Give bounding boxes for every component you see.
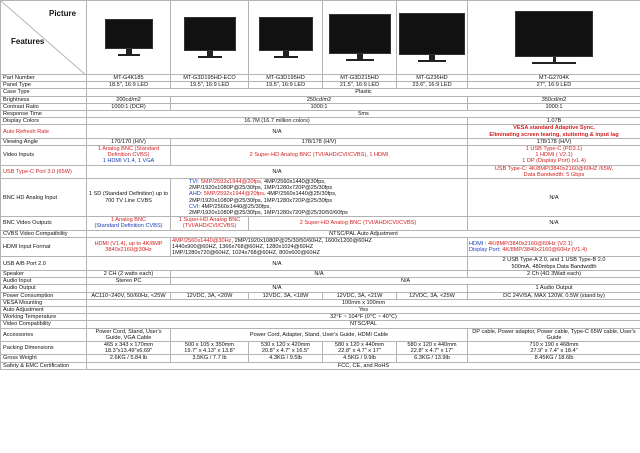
- cell: 19.5", 16:9 LED: [171, 82, 249, 89]
- cvbs-compat-row: [1, 230, 640, 237]
- model-4: MT-G3D215HD: [323, 75, 397, 82]
- cell: 21.5", 16:9 LED: [323, 82, 397, 89]
- row-label: Power Consumption: [1, 292, 87, 299]
- cell: DC 24V/5A, MAX 120W, 0.5W (stand by): [468, 292, 640, 299]
- cell: 8.45KG / 18.6lb: [468, 355, 640, 362]
- cell: 12VDC, 3A, <25W: [397, 292, 468, 299]
- temperature-row: [1, 314, 640, 321]
- cell: 200cd/m2: [87, 96, 171, 103]
- cell: 2 Super-HD Analog BNC (TVI/AHD/CVI/CVBS): [249, 217, 468, 230]
- cell: 100mm x 100mm: [87, 299, 640, 306]
- brightness-row: [1, 96, 640, 103]
- cell: HDMI : 4K/8MP/3840x2160@60Hz (V2.1) Display Port: 4K/8MP/3840x2160@60Hz (V1.4): [468, 237, 640, 257]
- usbc-row: [1, 165, 640, 178]
- display-colors-row: [1, 118, 640, 125]
- row-label: Safety & EMC Certification: [1, 362, 87, 369]
- header-row: [1, 1, 640, 75]
- cell: N/A: [87, 125, 468, 138]
- cell: 2 CH (2 watts each): [87, 270, 171, 277]
- cell: N/A: [87, 285, 468, 292]
- case-type-row: [1, 89, 640, 96]
- cell: 178/178 (H/V): [171, 138, 468, 145]
- cell: 4.3KG / 9.5lb: [249, 355, 323, 362]
- cell: 12VDC, 3A, <18W: [249, 292, 323, 299]
- vesa-row: [1, 299, 640, 306]
- audio-in-row: [1, 278, 640, 285]
- panel-type-row: [1, 82, 640, 89]
- row-label: Display Colors: [1, 118, 87, 125]
- cell: 250cd/m2: [171, 96, 468, 103]
- cell: DP cable, Power adaptor, Power cable, Type-C 65W cable, User's Guide: [468, 328, 640, 341]
- row-label: Response Time: [1, 111, 87, 118]
- cell: N/A: [171, 270, 468, 277]
- cell: 1 Super-HD Analog BNC (TVI/AHD/CVI/CVBS): [171, 217, 249, 230]
- cell: 465 x 343 x 170mm 18.3"x13.49"x6.69": [87, 341, 171, 354]
- cell: 350cd/m2: [468, 96, 640, 103]
- cell: 1 USB Type-C (PD3.1) 1 HDMI ( V2.1) 1 DP (Display Port) (v1.4): [468, 146, 640, 166]
- cell: HDMI (V1.4), up to 4K/8MP 3840x2160@30Hz: [87, 237, 171, 257]
- cell: 1 Analog BNC (Standard Definition CVBS) 1 HDMI V1.4, 1 VGA: [87, 146, 171, 166]
- cell: 5ms: [87, 111, 640, 118]
- row-label: Video Compatibility: [1, 321, 87, 328]
- row-label: Accessories: [1, 328, 87, 341]
- cell: 12VDC, 3A, <20W: [171, 292, 249, 299]
- cell: N/A: [171, 278, 640, 285]
- cell: FCC, CE, and RoHS: [87, 362, 640, 369]
- cell: 580 x 120 x 440mm 22.8" x 4.7" x 17": [323, 341, 397, 354]
- power-row: [1, 292, 640, 299]
- part-number-row: [1, 75, 640, 82]
- video-compat-row: [1, 321, 640, 328]
- refresh-row: [1, 125, 640, 138]
- cell: 178/178 (H/V): [468, 138, 640, 145]
- cell: 23.6", 16:9 LED: [397, 82, 468, 89]
- viewing-row: [1, 138, 640, 145]
- cell: 580 x 120 x 440mm 22.8" x 4.7" x 17": [397, 341, 468, 354]
- model-1: MT-G4K185: [87, 75, 171, 82]
- row-label: Packing Dimensions: [1, 341, 87, 354]
- usbab-row: [1, 257, 640, 270]
- cell: 1 SD (Standard Definition) up to 700 TV Line CVBS: [87, 179, 171, 217]
- safety-row: [1, 362, 640, 369]
- row-label: USB A/B Port 2.0: [1, 257, 87, 270]
- model-3: MT-G3D195HD: [249, 75, 323, 82]
- cell: 2 Super-HD Analog BNC (TVI/AHD/CVI/CVBS), 1 HDMI: [171, 146, 468, 166]
- cell: Plastic: [87, 89, 640, 96]
- monitor-image-3: [249, 1, 323, 75]
- contrast-row: [1, 103, 640, 110]
- auto-adjust-row: [1, 306, 640, 313]
- row-label: Working Temperature: [1, 314, 87, 321]
- picture-header: Picture: [49, 9, 77, 18]
- cell: 4MP/2560x1440@30Hz, 2MP/1920x1080P@25/30/50/60HZ, 1600x1200@60HZ 1440x900@60HZ, 1366x768@60HZ, 1280x1024@60HZ 1MP/1280x720@60HZ, 1024x768@60HZ, 800x600@60HZ: [171, 237, 468, 257]
- cell: 2 Ch (4Ω 3Watt each): [468, 270, 640, 277]
- cell: 18.5", 16:9 LED: [87, 82, 171, 89]
- cell: NTSC/PAL Auto Adjustment: [87, 230, 640, 237]
- cell: TVI: 5MP/2592x1944@20fps, 4MP/2560x1440@30fps, 2MP/1920x1080P@25/30fps, 1MP/1280x720P@25/30fps AHD: 5MP/2592x1944@20fps, 4MP/2560x1440@25/30fps, 2MP/1920x1080P@25/30fps, 1MP/1280x720P@25/30fps CVI: 4MP/2560x1440@25/30fps, 2MP/1920x1080P@25/30fps, 1MP/1280x720P@25/30/50/60fps: [171, 179, 468, 217]
- cell: 3.5KG / 7.7 lb: [171, 355, 249, 362]
- cell: 530 x 120 x 420mm 20.8" x 4.7" x 16.5": [249, 341, 323, 354]
- cell: 1.07B: [468, 118, 640, 125]
- row-label: Case Type: [1, 89, 87, 96]
- monitor-image-5: [397, 1, 468, 75]
- cell: 4.5KG / 9.9lb: [323, 355, 397, 362]
- cell: Power Cord, Adapter, Stand, User's Guide, HDMI Cable: [171, 328, 468, 341]
- cell: VESA standard Adaptive Sync, Eliminating screen tearing, stuttering & input lag: [468, 125, 640, 138]
- row-label: BNC HD Analog Input: [1, 179, 87, 217]
- row-label: HDMI Input Format: [1, 237, 87, 257]
- cell: 1000:1: [468, 103, 640, 110]
- cell: 500 x 105 x 350mm 19.7" x 4.13" x 13.8": [171, 341, 249, 354]
- cell: 2.6KG / 5.84 lb: [87, 355, 171, 362]
- packing-row: [1, 341, 640, 354]
- cell: 1000:1: [171, 103, 468, 110]
- row-label: Speaker: [1, 270, 87, 277]
- row-label: USB Type-C Port 3.0 (65W): [1, 165, 87, 178]
- row-label: Viewing Angle: [1, 138, 87, 145]
- cell: 710 x 190 x 468mm 27.9" x 7.4" x 18.4": [468, 341, 640, 354]
- cell: 1 Audio Output: [468, 285, 640, 292]
- cell: 1000:1 (DCR): [87, 103, 171, 110]
- row-label: CVBS Video Compatibility: [1, 230, 87, 237]
- cell: 170/170 (H/V): [87, 138, 171, 145]
- weight-row: [1, 355, 640, 362]
- cell: 32°F ~ 104°F (0℃ ~ 40℃): [87, 314, 640, 321]
- monitor-image-6: [468, 1, 640, 75]
- cell: 27", 16:9 LED: [468, 82, 640, 89]
- model-6: MT-G2704K: [468, 75, 640, 82]
- row-label: BNC Video Outputs: [1, 217, 87, 230]
- row-label: Contrast Ratio: [1, 103, 87, 110]
- row-label: Video Inputs: [1, 146, 87, 166]
- hdmi-format-row: [1, 237, 640, 257]
- row-label: Gross Weight: [1, 355, 87, 362]
- monitor-image-4: [323, 1, 397, 75]
- cell: 1 Analog BNC (Standard Definition CVBS): [87, 217, 171, 230]
- cell: 6.3KG / 13.9lb: [397, 355, 468, 362]
- cell: USB Type-C: 4K/8MP/3840x2160@60HZ /65W, Data Bandwidth: 5 Gbps: [468, 165, 640, 178]
- cell: Stereo PC: [87, 278, 171, 285]
- cell: AC110~240V, 50/60Hz, <25W: [87, 292, 171, 299]
- monitor-image-1: [87, 1, 171, 75]
- cell: 12VDC, 3A, <21W: [323, 292, 397, 299]
- monitor-image-2: [171, 1, 249, 75]
- model-2: MT-G3D195HD-ECO: [171, 75, 249, 82]
- bnc-out-row: [1, 217, 640, 230]
- cell: N/A: [87, 165, 468, 178]
- audio-out-row: [1, 285, 640, 292]
- row-label: Audio Output: [1, 285, 87, 292]
- speaker-row: [1, 270, 640, 277]
- accessories-row: [1, 328, 640, 341]
- row-label: Panel Type: [1, 82, 87, 89]
- row-label: Auto Adjustment: [1, 306, 87, 313]
- cell: 19.5", 16:9 LED: [249, 82, 323, 89]
- cell: Yes: [87, 306, 640, 313]
- row-label: Auto Refresh Rate: [1, 125, 87, 138]
- model-5: MT-G236HD: [397, 75, 468, 82]
- row-label: Audio Input: [1, 278, 87, 285]
- row-label: Part Number: [1, 75, 87, 82]
- response-row: [1, 111, 640, 118]
- header-corner: [1, 1, 87, 75]
- bnc-input-row: [1, 179, 640, 217]
- cell: N/A: [468, 217, 640, 230]
- cell: Power Cord, Stand, User's Guide, VGA Cable: [87, 328, 171, 341]
- row-label: VESA Mounting: [1, 299, 87, 306]
- features-header: Features: [11, 37, 45, 46]
- cell: 16.7M (16.7 million colors): [87, 118, 468, 125]
- cell: N/A: [468, 179, 640, 217]
- cell: 2 USB Type-A 2.0, and 1 USB Type-B 2.0 500mA, 480mbps Data Bandwidth: [468, 257, 640, 270]
- cell: N/A: [87, 257, 468, 270]
- video-inputs-row: [1, 146, 640, 166]
- cell: NTSC/PAL: [87, 321, 640, 328]
- row-label: Brightness: [1, 96, 87, 103]
